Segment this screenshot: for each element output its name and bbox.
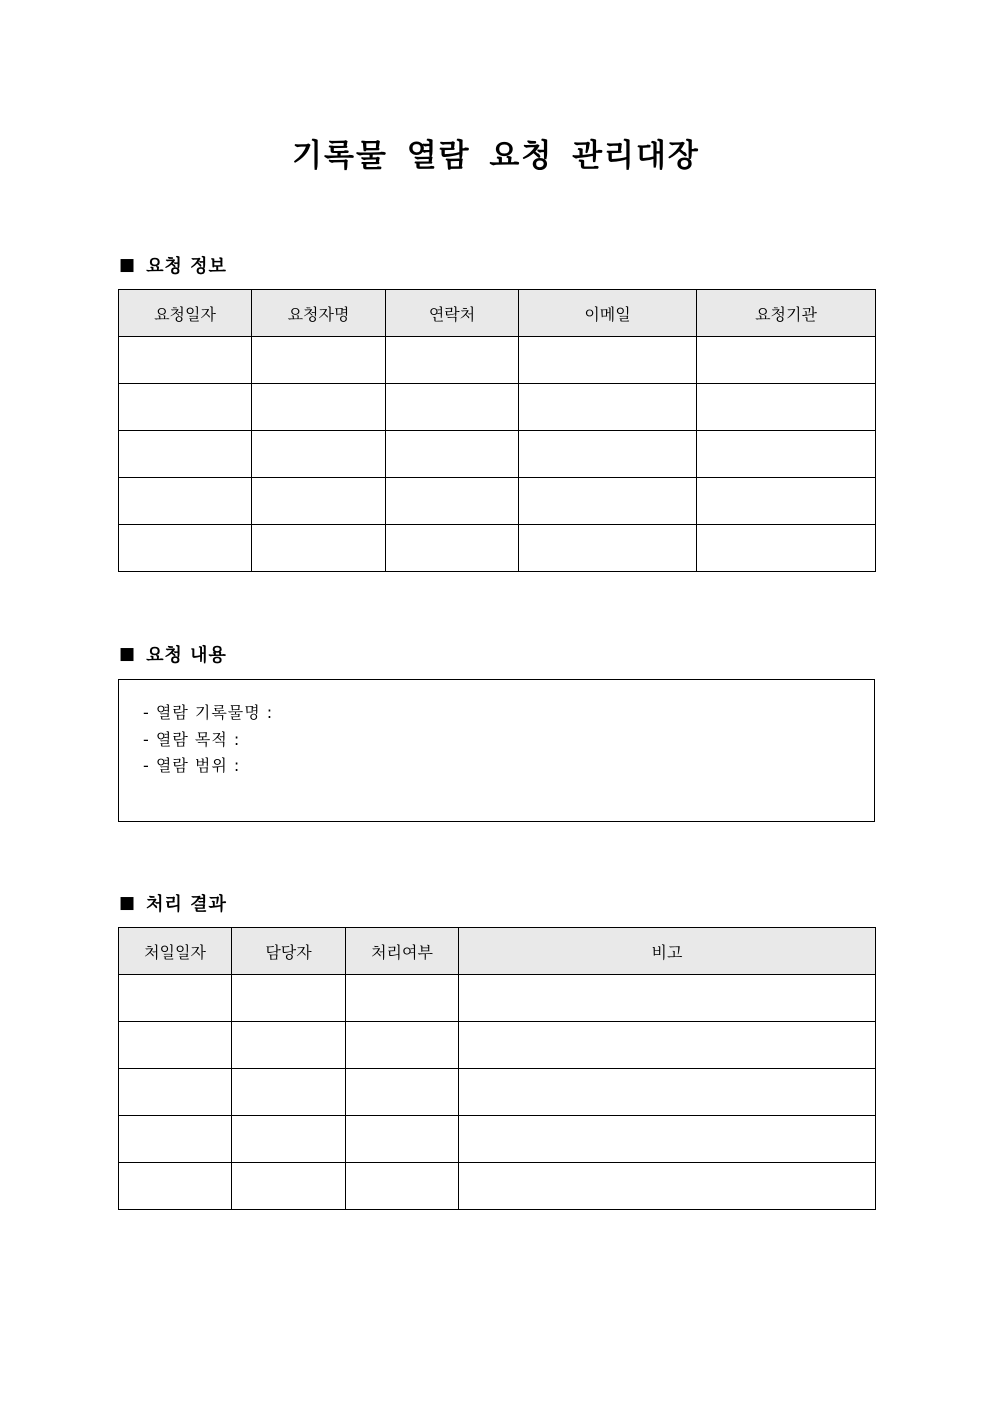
table-cell[interactable] <box>346 1116 459 1163</box>
table-cell[interactable] <box>119 1022 232 1069</box>
table-row <box>119 975 876 1022</box>
table-cell[interactable] <box>119 1116 232 1163</box>
section-heading-request-info <box>119 253 227 277</box>
table-cell[interactable] <box>459 1163 876 1210</box>
table-row <box>119 337 876 384</box>
table-cell[interactable] <box>346 1069 459 1116</box>
table-cell[interactable] <box>119 431 252 478</box>
table-cell[interactable] <box>697 478 876 525</box>
table-row <box>119 1069 876 1116</box>
table-cell[interactable] <box>119 525 252 572</box>
table-cell[interactable] <box>459 1069 876 1116</box>
table-row <box>119 478 876 525</box>
column-header-processing-date: 처일일자 <box>119 928 232 975</box>
section-heading-processing-result <box>119 891 227 915</box>
column-header-email: 이메일 <box>519 290 697 337</box>
content-line-scope: - 열람 범위 : <box>143 756 241 775</box>
request-info-table <box>118 289 876 572</box>
table-cell[interactable] <box>459 975 876 1022</box>
table-cell[interactable] <box>697 384 876 431</box>
table-cell[interactable] <box>252 431 386 478</box>
table-cell[interactable] <box>697 337 876 384</box>
table-cell[interactable] <box>232 1022 346 1069</box>
table-cell[interactable] <box>346 1163 459 1210</box>
table-cell[interactable] <box>697 431 876 478</box>
table-cell[interactable] <box>119 478 252 525</box>
table-cell[interactable] <box>119 1069 232 1116</box>
table-cell[interactable] <box>386 525 519 572</box>
content-line-record-name: - 열람 기록물명 : <box>143 703 274 722</box>
table-cell[interactable] <box>119 337 252 384</box>
table-cell[interactable] <box>232 1116 346 1163</box>
content-line-purpose: - 열람 목적 : <box>143 729 241 749</box>
table-cell[interactable] <box>386 337 519 384</box>
column-header-processing-status: 처리여부 <box>346 928 459 975</box>
table-cell[interactable] <box>519 431 697 478</box>
section-heading-request-content <box>119 642 227 666</box>
table-cell[interactable] <box>386 431 519 478</box>
table-row <box>119 1116 876 1163</box>
table-cell[interactable] <box>519 478 697 525</box>
table-cell[interactable] <box>119 1163 232 1210</box>
section-heading-label: 요청 정보 <box>146 256 227 277</box>
column-header-requester-name: 요청자명 <box>252 290 386 337</box>
column-header-request-date: 요청일자 <box>119 290 252 337</box>
table-cell[interactable] <box>519 525 697 572</box>
table-cell[interactable] <box>232 1163 346 1210</box>
table-cell[interactable] <box>346 975 459 1022</box>
table-row <box>119 1022 876 1069</box>
processing-result-table <box>118 927 876 1210</box>
column-header-remarks: 비고 <box>459 928 876 975</box>
table-cell[interactable] <box>232 975 346 1022</box>
table-header-row <box>119 928 876 975</box>
request-content-box[interactable] <box>118 679 875 822</box>
section-marker-icon: ■ <box>119 644 137 664</box>
table-row <box>119 431 876 478</box>
table-cell[interactable] <box>459 1022 876 1069</box>
table-cell[interactable] <box>119 384 252 431</box>
table-cell[interactable] <box>459 1116 876 1163</box>
table-cell[interactable] <box>232 1069 346 1116</box>
table-cell[interactable] <box>119 975 232 1022</box>
document-title: 기록물 열람 요청 관리대장 <box>292 138 700 174</box>
column-header-requesting-organization: 요청기관 <box>697 290 876 337</box>
table-row <box>119 525 876 572</box>
table-cell[interactable] <box>252 478 386 525</box>
column-header-contact: 연락처 <box>386 290 519 337</box>
table-cell[interactable] <box>386 384 519 431</box>
section-heading-label: 요청 내용 <box>146 645 227 666</box>
table-row <box>119 384 876 431</box>
table-cell[interactable] <box>697 525 876 572</box>
table-cell[interactable] <box>519 337 697 384</box>
column-header-person-in-charge: 담당자 <box>232 928 346 975</box>
section-marker-icon: ■ <box>119 893 137 913</box>
table-cell[interactable] <box>519 384 697 431</box>
request-content-lines <box>143 700 273 780</box>
table-cell[interactable] <box>252 337 386 384</box>
table-row <box>119 1163 876 1210</box>
section-heading-label: 처리 결과 <box>146 894 227 915</box>
table-cell[interactable] <box>386 478 519 525</box>
section-marker-icon: ■ <box>119 255 137 275</box>
table-cell[interactable] <box>252 384 386 431</box>
table-cell[interactable] <box>252 525 386 572</box>
table-cell[interactable] <box>346 1022 459 1069</box>
table-header-row <box>119 290 876 337</box>
